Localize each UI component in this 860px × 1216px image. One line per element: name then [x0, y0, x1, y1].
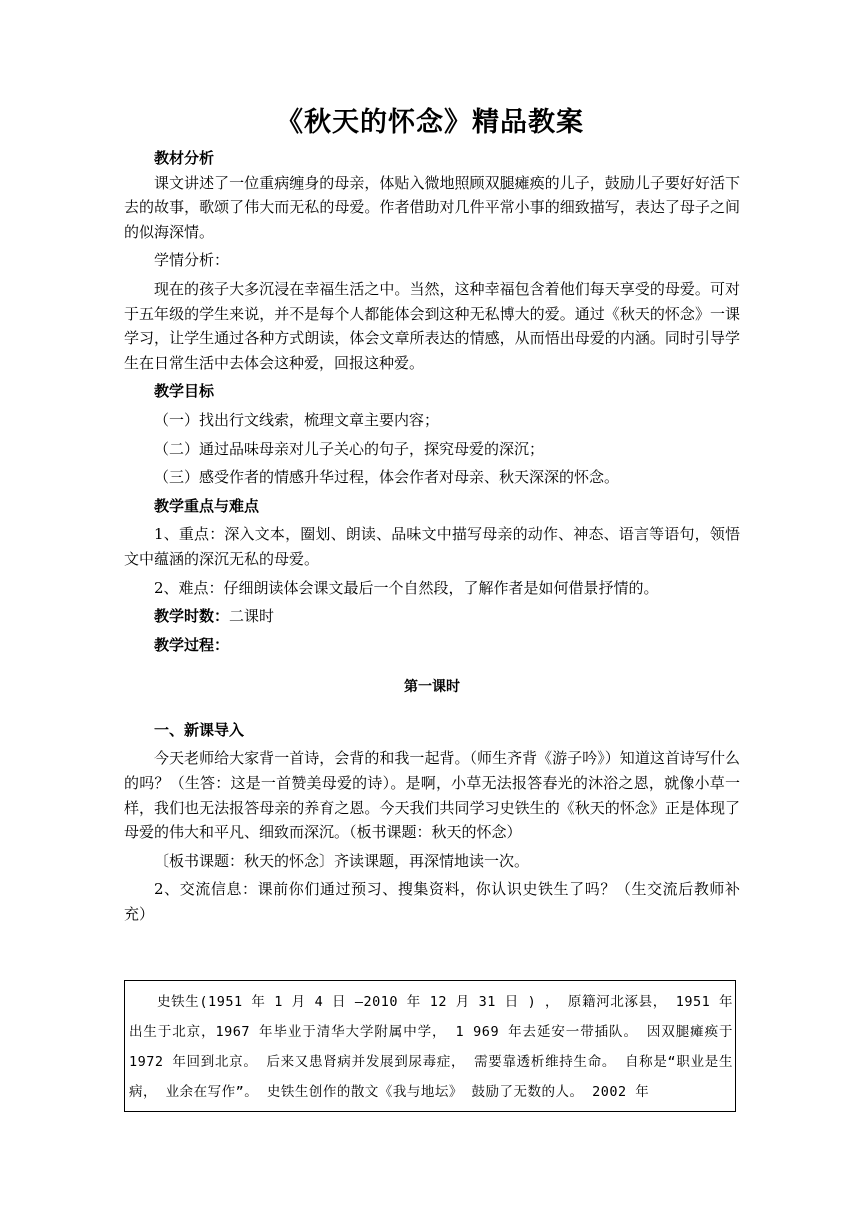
- goal-item-1: （一）找出行文线索，梳理文章主要内容；: [154, 410, 440, 429]
- paragraph-exchange: 2、交流信息：课前你们通过预习、搜集资料，你认识史铁生了吗？（生交流后教师补充）: [124, 880, 740, 924]
- heading-key-points: 教学重点与难点: [154, 496, 260, 515]
- key-point-2: 2、难点：仔细朗读体会课文最后一个自然段，了解作者是如何借景抒情的。: [154, 578, 659, 597]
- paragraph-board: 〔板书课题：秋天的怀念〕齐读课题，再深情地读一次。: [154, 851, 530, 870]
- teaching-hours-label: 教学时数：: [154, 607, 230, 626]
- teaching-hours: [124, 604, 740, 629]
- heading-intro: 一、新课导入: [154, 720, 245, 739]
- paragraph-material-analysis: 课文讲述了一位重病缠身的母亲，体贴入微地照顾双腿瘫痪的儿子，鼓励儿子要好好活下去的故事，歌颂了伟大而无私的母爱。作者借助对几件平常小事的细致描写，表达了母子之间的似海深情。: [124, 173, 740, 241]
- document-title: 《秋天的怀念》精品教案: [276, 107, 584, 138]
- goal-item-2: （二）通过品味母亲对儿子关心的句子，探究母爱的深沉；: [154, 439, 545, 458]
- goal-item-3: （三）感受作者的情感升华过程，体会作者对母亲、秋天深深的怀念。: [154, 468, 620, 487]
- key-point-1: 1、重点：深入文本，圈划、朗读、品味文中描写母亲的动作、神态、语言等语句，领悟文中蕴涵的深沉无私的母爱。: [124, 525, 740, 568]
- heading-material-analysis: 教材分析: [154, 149, 215, 167]
- heading-learner-analysis: 学情分析：: [154, 251, 230, 270]
- teaching-hours-value: 二课时: [229, 607, 275, 626]
- heading-teaching-process: 教学过程：: [154, 635, 230, 654]
- heading-teaching-goals: 教学目标: [154, 382, 215, 401]
- lesson-title: 第一课时: [404, 679, 460, 696]
- document-body: [124, 146, 740, 927]
- paragraph-intro: 今天老师给大家背一首诗，会背的和我一起背。（师生齐背《游子吟》）知道这首诗写什么的吗？（生答：这是一首赞美母爱的诗）。是啊，小草无法报答春光的沐浴之恩，就像小草一样，我们也无法报答母亲的养育之恩。今天我们共同学习史铁生的《秋天的怀念》正是体现了母爱的伟大和平凡、细致而深沉。（板书课题：秋天的怀念）: [124, 749, 740, 842]
- biography-box: [124, 980, 736, 1112]
- paragraph-learner-analysis: 现在的孩子大多沉浸在幸福生活之中。当然，这种幸福包含着他们每天享受的母爱。可对于五年级的学生来说，并不是每个人都能体会到这种无私博大的爱。通过《秋天的怀念》一课学习，让学生通过各种方式朗读，体会文章所表达的情感，从而悟出母爱的内涵。同时引导学生在日常生活中去体会这种爱，回报这种爱。: [124, 279, 740, 372]
- biography-text: 史铁生(1951 年 1 月 4 日 —2010 年 12 月 31 日 ) ， 原籍河北涿县， 1951 年出生于北京，1967 年毕业于清华大学附属中学， 1 969 年去延安一带插队。 因双腿瘫痪于 1972 年回到北京。 后来又患肾病并发展到尿毒症， 需要靠透析维持生命。 自称是“职业是生病， 业余在写作”。 史铁生创作的散文《我与地坛》 鼓励了无数的人。 2002 年: [129, 994, 733, 1100]
